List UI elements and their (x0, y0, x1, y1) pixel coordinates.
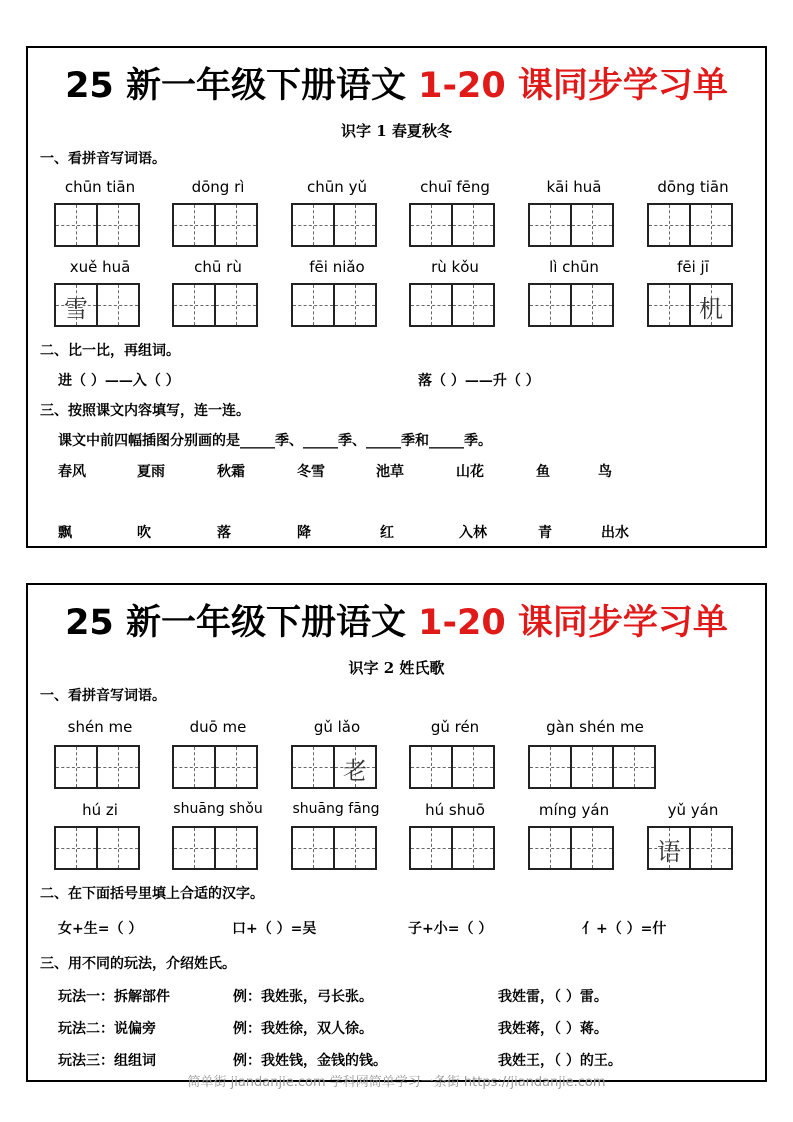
match-word-top[interactable]: 秋霜 (217, 464, 245, 480)
writing-grid[interactable] (291, 745, 377, 789)
writing-grid[interactable] (647, 203, 733, 247)
pinyin-label: shuāng shǒu (173, 801, 263, 817)
pinyin-label: hú zi (82, 801, 118, 819)
tianzi-cell[interactable] (214, 283, 258, 327)
tianzi-cell[interactable] (647, 826, 691, 870)
pinyin-label: duō me (189, 718, 247, 736)
match-word-top[interactable]: 鸟 (598, 464, 612, 480)
tianzi-cell[interactable] (54, 203, 98, 247)
hint-character: 老 (343, 757, 367, 785)
pinyin-label: gàn shén me (546, 718, 644, 736)
writing-grid[interactable] (528, 283, 614, 327)
pinyin-label: dōng tiān (657, 178, 729, 196)
pinyin-label: rù kǒu (431, 258, 479, 276)
match-word-top[interactable]: 鱼 (536, 464, 550, 480)
play-example: 例：我姓张，弓长张。 (233, 989, 373, 1005)
writing-grid[interactable] (528, 826, 614, 870)
match-word-top[interactable]: 冬雪 (297, 464, 325, 480)
tianzi-cell[interactable] (54, 283, 98, 327)
section-2-heading: 二、比一比，再组词。 (40, 343, 180, 359)
watermark-footer: 简单街 jiandanjie.com 学科网简单学习一条街 https://jiandanjie.com (187, 1075, 606, 1090)
writing-grid[interactable] (291, 283, 377, 327)
match-word-bottom[interactable]: 飘 (58, 525, 72, 541)
title-black-part: 25 新一年级下册语文 (65, 603, 419, 643)
hint-character: 雪 (64, 295, 88, 323)
tianzi-cell[interactable] (409, 203, 453, 247)
tianzi-cell[interactable] (333, 283, 377, 327)
writing-grid[interactable] (647, 826, 733, 870)
writing-grid[interactable] (291, 826, 377, 870)
tianzi-cell[interactable] (451, 826, 495, 870)
section-2-heading: 二、在下面括号里填上合适的汉字。 (40, 886, 264, 902)
tianzi-cell[interactable] (528, 745, 572, 789)
play-label: 玩法一：拆解部件 (58, 989, 170, 1005)
writing-grid[interactable] (528, 203, 614, 247)
hint-character: 语 (657, 838, 681, 866)
match-word-bottom[interactable]: 青 (538, 525, 552, 541)
tianzi-cell[interactable] (409, 283, 453, 327)
title-black-part: 25 新一年级下册语文 (65, 66, 419, 106)
match-word-bottom[interactable]: 红 (380, 525, 394, 541)
tianzi-cell[interactable] (570, 745, 614, 789)
tianzi-cell[interactable] (291, 283, 335, 327)
pinyin-label: míng yán (538, 801, 610, 819)
play-label: 玩法二：说偏旁 (58, 1021, 156, 1037)
tianzi-cell[interactable] (451, 203, 495, 247)
pinyin-label: xuě huā (69, 258, 131, 276)
worksheet-title (28, 595, 765, 645)
match-word-bottom[interactable]: 出水 (601, 525, 629, 541)
pinyin-label: chū rù (194, 258, 242, 276)
title-red-part: 1-20 课同步学习单 (418, 66, 728, 106)
pinyin-label: shén me (67, 718, 133, 736)
tianzi-cell[interactable] (451, 283, 495, 327)
writing-grid[interactable] (409, 283, 495, 327)
pinyin-label: kāi huā (546, 178, 602, 196)
tianzi-cell[interactable] (172, 283, 216, 327)
play-task[interactable]: 我姓蒋，（ ）蒋。 (498, 1021, 608, 1037)
pinyin-label: chuī fēng (420, 178, 490, 196)
compare-left[interactable]: 进（ ）——入（ ） (58, 373, 180, 389)
tianzi-cell[interactable] (612, 745, 656, 789)
tianzi-cell[interactable] (451, 745, 495, 789)
writing-grid[interactable] (409, 203, 495, 247)
pinyin-label: fēi niǎo (309, 258, 365, 276)
tianzi-cell[interactable] (214, 826, 258, 870)
fill-item[interactable]: 女+生=（ ） (58, 921, 143, 937)
lesson-title: 识字 2 姓氏歌 (348, 659, 445, 677)
pinyin-label: gǔ rén (430, 718, 480, 736)
writing-grid[interactable] (647, 283, 733, 327)
worksheet-title (28, 58, 765, 108)
writing-grid[interactable] (172, 203, 258, 247)
worksheet-lesson-1 (26, 46, 767, 548)
tianzi-cell[interactable] (528, 826, 572, 870)
writing-grid[interactable] (528, 745, 656, 789)
tianzi-cell[interactable] (409, 826, 453, 870)
writing-grid[interactable] (54, 826, 140, 870)
tianzi-cell[interactable] (96, 283, 140, 327)
tianzi-cell[interactable] (333, 203, 377, 247)
fill-sentence[interactable]: 课文中前四幅插图分别画的是_____季、_____季、_____季和_____季。 (58, 433, 492, 449)
tianzi-cell[interactable] (570, 283, 614, 327)
section-3-heading: 三、用不同的玩法，介绍姓氏。 (40, 956, 236, 972)
section-1-heading: 一、看拼音写词语。 (40, 688, 166, 704)
tianzi-cell[interactable] (214, 203, 258, 247)
section-1-heading: 一、看拼音写词语。 (40, 151, 166, 167)
tianzi-cell[interactable] (647, 283, 691, 327)
tianzi-cell[interactable] (570, 826, 614, 870)
match-word-top[interactable]: 春风 (58, 464, 86, 480)
tianzi-cell[interactable] (528, 203, 572, 247)
tianzi-cell[interactable] (689, 826, 733, 870)
tianzi-cell[interactable] (172, 826, 216, 870)
writing-grid[interactable] (409, 826, 495, 870)
title-red-part: 1-20 课同步学习单 (418, 603, 728, 643)
tianzi-cell[interactable] (333, 826, 377, 870)
play-task[interactable]: 我姓王，（ ）的王。 (498, 1053, 622, 1069)
writing-grid[interactable] (54, 745, 140, 789)
tianzi-cell[interactable] (291, 203, 335, 247)
match-word-top[interactable]: 池草 (376, 464, 404, 480)
worksheet-lesson-2 (26, 583, 767, 1082)
pinyin-label: yǔ yán (667, 801, 719, 819)
pinyin-label: chūn tiān (64, 178, 136, 196)
match-word-top[interactable]: 夏雨 (137, 464, 165, 480)
writing-grid[interactable] (409, 745, 495, 789)
fill-item[interactable]: 口+（ ）=吴 (232, 921, 317, 937)
fill-item[interactable]: 子+小=（ ） (408, 921, 493, 937)
tianzi-cell[interactable] (689, 283, 733, 327)
match-word-bottom[interactable]: 落 (217, 525, 231, 541)
pinyin-label: fēi jī (677, 258, 709, 276)
section-3-heading: 三、按照课文内容填写，连一连。 (40, 403, 250, 419)
tianzi-cell[interactable] (172, 745, 216, 789)
tianzi-cell[interactable] (689, 203, 733, 247)
tianzi-cell[interactable] (54, 826, 98, 870)
tianzi-cell[interactable] (96, 745, 140, 789)
tianzi-cell[interactable] (172, 203, 216, 247)
pinyin-label: chūn yǔ (307, 178, 367, 196)
writing-grid[interactable] (172, 745, 258, 789)
match-word-bottom[interactable]: 吹 (137, 525, 151, 541)
writing-grid[interactable] (54, 283, 140, 327)
writing-grid[interactable] (172, 283, 258, 327)
pinyin-label: gǔ lǎo (313, 718, 361, 736)
tianzi-cell[interactable] (54, 745, 98, 789)
compare-right[interactable]: 落（ ）——升（ ） (418, 373, 540, 389)
tianzi-cell[interactable] (333, 745, 377, 789)
tianzi-cell[interactable] (570, 203, 614, 247)
writing-grid[interactable] (172, 826, 258, 870)
tianzi-cell[interactable] (214, 745, 258, 789)
pinyin-label: shuāng fāng (292, 801, 380, 817)
pinyin-label: hú shuō (425, 801, 485, 819)
tianzi-cell[interactable] (96, 826, 140, 870)
lesson-title: 识字 1 春夏秋冬 (341, 122, 452, 140)
match-word-top[interactable]: 山花 (456, 464, 484, 480)
writing-grid[interactable] (291, 203, 377, 247)
match-word-bottom[interactable]: 降 (297, 525, 311, 541)
match-word-bottom[interactable]: 入林 (459, 525, 487, 541)
tianzi-cell[interactable] (291, 826, 335, 870)
play-label: 玩法三：组组词 (58, 1053, 156, 1069)
play-example: 例：我姓徐，双人徐。 (233, 1021, 373, 1037)
fill-item[interactable]: 亻+（ ）=什 (582, 921, 667, 937)
writing-grid[interactable] (54, 203, 140, 247)
hint-character: 机 (699, 295, 723, 323)
tianzi-cell[interactable] (409, 745, 453, 789)
play-task[interactable]: 我姓雷，（ ）雷。 (498, 989, 608, 1005)
tianzi-cell[interactable] (291, 745, 335, 789)
tianzi-cell[interactable] (96, 203, 140, 247)
tianzi-cell[interactable] (528, 283, 572, 327)
pinyin-label: lì chūn (549, 258, 599, 276)
pinyin-label: dōng rì (191, 178, 245, 196)
tianzi-cell[interactable] (647, 203, 691, 247)
play-example: 例：我姓钱，金钱的钱。 (233, 1053, 387, 1069)
